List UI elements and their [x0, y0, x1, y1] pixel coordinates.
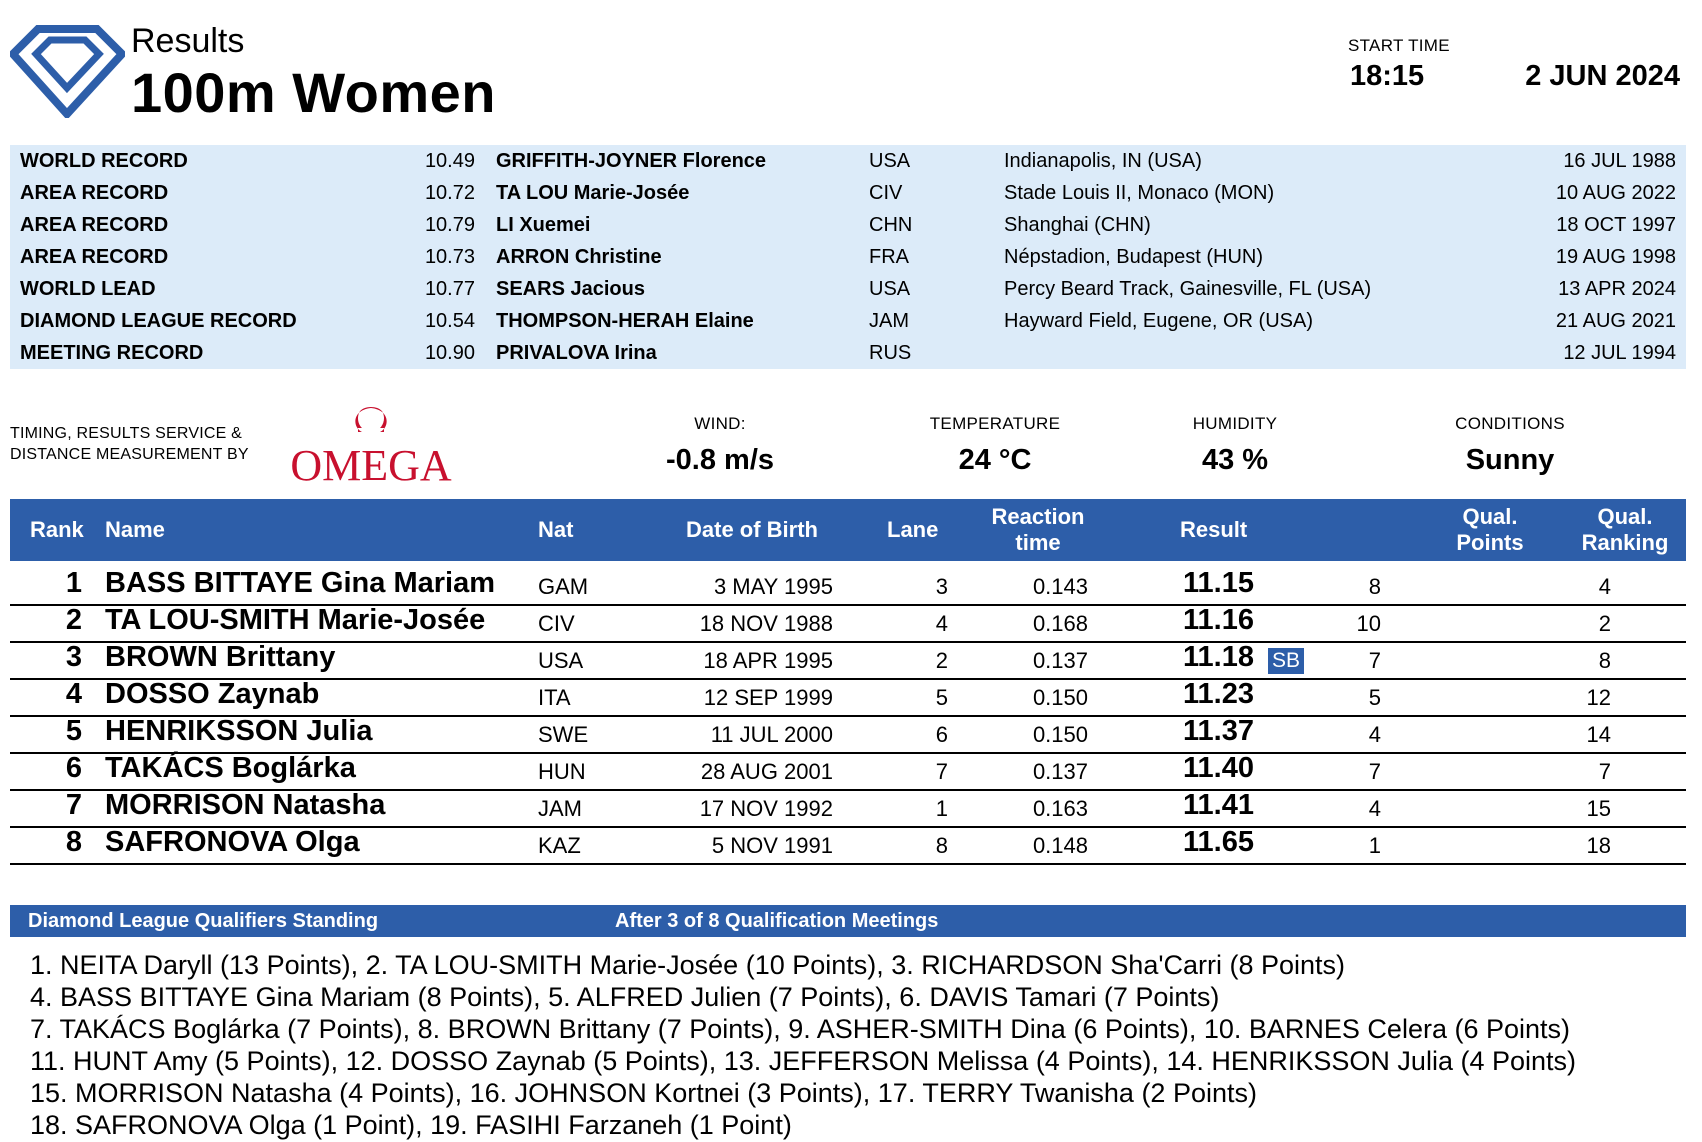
- record-row: [10, 145, 1686, 177]
- cell-qual-ranking: 7: [1598, 759, 1611, 784]
- humidity-block: [1155, 414, 1315, 477]
- record-row: [10, 241, 1686, 273]
- table-row: [10, 680, 1686, 717]
- cell-name: SAFRONOVA Olga: [105, 826, 360, 858]
- wind-label: WIND:: [694, 414, 746, 433]
- cell-nat: CIV: [538, 611, 575, 636]
- standings-header: [10, 905, 1686, 937]
- record-venue: Népstadion, Budapest (HUN): [1004, 246, 1264, 268]
- standings-title: Diamond League Qualifiers Standing: [28, 910, 379, 932]
- cell-name: TAKÁCS Boglárka: [105, 752, 356, 784]
- col-dob: Date of Birth: [686, 517, 818, 542]
- standings-subtitle: After 3 of 8 Qualification Meetings: [615, 910, 939, 932]
- record-mark: 10.72: [424, 182, 475, 204]
- record-row: [10, 305, 1686, 337]
- conditions-value: Sunny: [1465, 444, 1555, 476]
- record-mark: 10.77: [424, 278, 475, 300]
- record-holder: PRIVALOVA Irina: [496, 342, 657, 364]
- wind-block: [640, 414, 800, 477]
- record-row: [10, 177, 1686, 209]
- table-row: [10, 643, 1686, 680]
- record-venue: Stade Louis II, Monaco (MON): [1004, 182, 1275, 204]
- cell-lane: 1: [935, 796, 948, 821]
- record-nat: RUS: [869, 342, 912, 364]
- cell-lane: 4: [935, 611, 948, 636]
- cell-qual-ranking: 12: [1586, 685, 1611, 710]
- cell-rank: 8: [65, 826, 82, 858]
- cell-lane: 3: [935, 574, 948, 599]
- cell-nat: GAM: [538, 574, 589, 599]
- timing-credit-line: DISTANCE MEASUREMENT BY: [10, 446, 249, 463]
- cell-name: TA LOU-SMITH Marie-Josée: [105, 604, 486, 636]
- cell-result: 11.65: [1183, 826, 1254, 858]
- record-holder: ARRON Christine: [496, 246, 662, 268]
- col-qual-points: [1440, 504, 1540, 556]
- record-holder: TA LOU Marie-Josée: [496, 182, 690, 204]
- record-venue: Hayward Field, Eugene, OR (USA): [1004, 310, 1314, 332]
- start-time: 18:15: [1350, 60, 1425, 92]
- cell-nat: HUN: [538, 759, 586, 784]
- record-holder: GRIFFITH-JOYNER Florence: [496, 150, 767, 172]
- record-mark: 10.90: [424, 342, 475, 364]
- cell-rank: 3: [65, 641, 82, 673]
- cell-result: 11.18: [1183, 641, 1254, 673]
- standings-line: 1. NEITA Daryll (13 Points), 2. TA LOU-SMITH Marie-Josée (10 Points), 3. RICHARDSON Sha'Carri (8 Points): [30, 950, 1346, 980]
- cell-rank: 1: [65, 567, 82, 599]
- cell-name: MORRISON Natasha: [105, 789, 386, 821]
- cell-qual-points: 8: [1368, 574, 1381, 599]
- cell-name: HENRIKSSON Julia: [105, 715, 373, 747]
- cell-dob: 11 JUL 2000: [710, 722, 833, 747]
- record-type: WORLD RECORD: [20, 150, 188, 172]
- record-holder: THOMPSON-HERAH Elaine: [496, 310, 754, 332]
- record-nat: FRA: [869, 246, 909, 268]
- cell-lane: 7: [935, 759, 948, 784]
- standings-line: 18. SAFRONOVA Olga (1 Point), 19. FASIHI Farzaneh (1 Point): [30, 1110, 792, 1140]
- cell-qual-ranking: 4: [1598, 574, 1611, 599]
- table-row: [10, 791, 1686, 828]
- table-row: [10, 606, 1686, 643]
- record-holder: SEARS Jacious: [496, 278, 645, 300]
- col-qual-ranking-line: Qual.: [1597, 504, 1653, 529]
- humidity-value: 43 %: [1201, 444, 1269, 476]
- humidity-label: HUMIDITY: [1192, 414, 1278, 433]
- cell-reaction: 0.137: [1032, 759, 1088, 784]
- season-best-badge: SB: [1268, 648, 1304, 674]
- record-type: AREA RECORD: [20, 182, 169, 204]
- results-table-header: [10, 499, 1686, 561]
- cell-name: BASS BITTAYE Gina Mariam: [105, 567, 495, 599]
- record-row: [10, 273, 1686, 305]
- cell-qual-ranking: 14: [1586, 722, 1611, 747]
- cell-reaction: 0.143: [1032, 574, 1088, 599]
- temperature-label: TEMPERATURE: [929, 414, 1061, 433]
- col-qual-points-line: Qual.: [1462, 504, 1518, 529]
- cell-dob: 18 APR 1995: [703, 648, 833, 673]
- temperature-block: [915, 414, 1075, 477]
- cell-dob: 18 NOV 1988: [699, 611, 833, 636]
- cell-lane: 2: [935, 648, 948, 673]
- cell-reaction: 0.150: [1032, 722, 1088, 747]
- cell-result: 11.40: [1183, 752, 1254, 784]
- results-label: Results: [131, 22, 245, 60]
- standings-list: [30, 949, 1576, 1141]
- cell-nat: SWE: [538, 722, 589, 747]
- cell-qual-ranking: 2: [1598, 611, 1611, 636]
- cell-reaction: 0.168: [1032, 611, 1088, 636]
- cell-dob: 5 NOV 1991: [711, 833, 833, 858]
- record-date: 21 AUG 2021: [1555, 310, 1676, 332]
- record-venue: Shanghai (CHN): [1004, 214, 1151, 236]
- cell-dob: 17 NOV 1992: [699, 796, 833, 821]
- cell-nat: ITA: [538, 685, 571, 710]
- record-nat: USA: [869, 278, 911, 300]
- record-venue: Indianapolis, IN (USA): [1004, 150, 1202, 172]
- cell-qual-points: 4: [1368, 722, 1381, 747]
- start-time-label: START TIME: [1348, 36, 1450, 55]
- cell-qual-ranking: 15: [1586, 796, 1611, 821]
- col-qual-ranking: [1570, 504, 1680, 556]
- record-date: 13 APR 2024: [1558, 278, 1676, 300]
- cell-lane: 5: [935, 685, 948, 710]
- omega-brand-text: OMEGA: [290, 441, 452, 484]
- record-type: DIAMOND LEAGUE RECORD: [20, 310, 297, 332]
- timing-credit-line: TIMING, RESULTS SERVICE &: [10, 425, 243, 442]
- records-panel: [10, 145, 1686, 369]
- cell-rank: 2: [65, 604, 82, 636]
- record-nat: CIV: [869, 182, 903, 204]
- standings-line: 4. BASS BITTAYE Gina Mariam (8 Points), 5. ALFRED Julien (7 Points), 6. DAVIS Tamari (7 Points): [30, 982, 1220, 1012]
- cell-reaction: 0.137: [1032, 648, 1088, 673]
- cell-result: 11.15: [1183, 567, 1254, 599]
- timing-credit: [10, 423, 249, 465]
- record-type: AREA RECORD: [20, 246, 169, 268]
- col-name: Name: [105, 517, 165, 542]
- col-qual-points-line: Points: [1456, 530, 1524, 555]
- conditions-block: [1410, 414, 1610, 477]
- cell-result: 11.16: [1183, 604, 1254, 636]
- cell-dob: 28 AUG 2001: [700, 759, 833, 784]
- cell-dob: 12 SEP 1999: [703, 685, 833, 710]
- col-reaction: [978, 504, 1098, 556]
- cell-qual-points: 7: [1368, 648, 1381, 673]
- cell-name: BROWN Brittany: [105, 641, 336, 673]
- cell-lane: 8: [935, 833, 948, 858]
- cell-reaction: 0.163: [1032, 796, 1088, 821]
- col-lane: Lane: [887, 517, 939, 542]
- cell-qual-points: 7: [1368, 759, 1381, 784]
- cell-result: 11.41: [1183, 789, 1254, 821]
- cell-qual-points: 10: [1356, 611, 1381, 636]
- record-date: 19 AUG 1998: [1555, 246, 1676, 268]
- omega-logo-icon: [286, 402, 456, 484]
- record-row: [10, 209, 1686, 241]
- record-date: 12 JUL 1994: [1563, 342, 1676, 364]
- table-row: [10, 717, 1686, 754]
- record-mark: 10.49: [424, 150, 475, 172]
- temperature-value: 24 °C: [958, 444, 1032, 476]
- cell-qual-points: 4: [1368, 796, 1381, 821]
- standings-line: 11. HUNT Amy (5 Points), 12. DOSSO Zaynab (5 Points), 13. JEFFERSON Melissa (4 Points), 14. HENRIKSSON Julia (4 Points): [30, 1046, 1577, 1076]
- cell-qual-ranking: 18: [1586, 833, 1611, 858]
- col-reaction-line: time: [1015, 530, 1061, 555]
- cell-rank: 6: [65, 752, 82, 784]
- record-type: WORLD LEAD: [20, 278, 156, 300]
- cell-rank: 5: [65, 715, 82, 747]
- standings-line: 7. TAKÁCS Boglárka (7 Points), 8. BROWN Brittany (7 Points), 9. ASHER-SMITH Dina (6 Points), 10. BARNES Celera (6 Points): [30, 1014, 1571, 1044]
- cell-dob: 3 MAY 1995: [713, 574, 833, 599]
- record-mark: 10.79: [424, 214, 475, 236]
- cell-lane: 6: [935, 722, 948, 747]
- record-date: 18 OCT 1997: [1556, 214, 1676, 236]
- cell-result: 11.37: [1183, 715, 1254, 747]
- col-qual-ranking-line: Ranking: [1581, 530, 1669, 555]
- col-rank: Rank: [30, 517, 84, 542]
- cell-nat: USA: [538, 648, 584, 673]
- event-date: 2 JUN 2024: [1525, 60, 1680, 92]
- cell-qual-points: 1: [1368, 833, 1381, 858]
- record-date: 10 AUG 2022: [1555, 182, 1676, 204]
- record-mark: 10.54: [424, 310, 475, 332]
- record-nat: CHN: [869, 214, 913, 236]
- cell-result: 11.23: [1183, 678, 1254, 710]
- record-type: AREA RECORD: [20, 214, 169, 236]
- table-row: [10, 569, 1686, 606]
- wind-value: -0.8 m/s: [666, 444, 774, 476]
- cell-qual-points: 5: [1368, 685, 1381, 710]
- event-title: 100m Women: [131, 61, 496, 124]
- conditions-label: CONDITIONS: [1455, 414, 1565, 433]
- record-mark: 10.73: [424, 246, 475, 268]
- cell-rank: 4: [65, 678, 82, 710]
- cell-rank: 7: [65, 789, 82, 821]
- col-nat: Nat: [538, 517, 574, 542]
- standings-line: 15. MORRISON Natasha (4 Points), 16. JOHNSON Kortnei (3 Points), 17. TERRY Twanisha (2 Points): [30, 1078, 1257, 1108]
- table-row: [10, 754, 1686, 791]
- record-venue: Percy Beard Track, Gainesville, FL (USA): [1004, 278, 1372, 300]
- cell-name: DOSSO Zaynab: [105, 678, 320, 710]
- record-holder: LI Xuemei: [496, 214, 591, 236]
- record-date: 16 JUL 1988: [1563, 150, 1676, 172]
- col-result: Result: [1180, 517, 1248, 542]
- diamond-league-logo-icon: [10, 24, 125, 118]
- record-nat: JAM: [869, 310, 909, 332]
- cell-qual-ranking: 8: [1598, 648, 1611, 673]
- cell-reaction: 0.148: [1032, 833, 1088, 858]
- cell-nat: KAZ: [538, 833, 581, 858]
- record-row: [10, 337, 1686, 369]
- record-type: MEETING RECORD: [20, 342, 204, 364]
- record-nat: USA: [869, 150, 911, 172]
- cell-reaction: 0.150: [1032, 685, 1088, 710]
- cell-nat: JAM: [538, 796, 582, 821]
- col-reaction-line: Reaction: [991, 504, 1085, 529]
- table-row: [10, 828, 1686, 865]
